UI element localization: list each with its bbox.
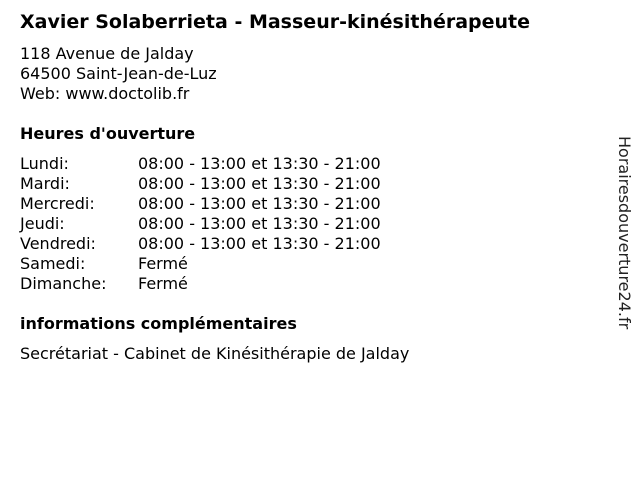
hours-day: Samedi:: [20, 254, 86, 273]
address-block: [20, 44, 217, 104]
hours-row-thursday: [20, 214, 381, 234]
info-text: Secrétariat - Cabinet de Kinésithérapie de Jalday: [20, 344, 410, 363]
hours-time: 08:00 - 13:00 et 13:30 - 21:00: [138, 234, 381, 253]
hours-time: 08:00 - 13:00 et 13:30 - 21:00: [138, 194, 381, 213]
hours-row-wednesday: [20, 194, 381, 214]
hours-day: Mardi:: [20, 174, 70, 193]
hours-time: Fermé: [138, 274, 188, 293]
hours-row-monday: [20, 154, 381, 174]
address-street: 118 Avenue de Jalday: [20, 44, 194, 63]
hours-row-sunday: [20, 274, 381, 294]
address-web: Web: www.doctolib.fr: [20, 84, 190, 103]
hours-time: 08:00 - 13:00 et 13:30 - 21:00: [138, 214, 381, 233]
address-city: 64500 Saint-Jean-de-Luz: [20, 64, 217, 83]
hours-row-saturday: [20, 254, 381, 274]
hours-day: Mercredi:: [20, 194, 95, 213]
hours-day: Jeudi:: [20, 214, 65, 233]
site-watermark: Horairesdouverture24.fr: [615, 136, 634, 330]
hours-time: 08:00 - 13:00 et 13:30 - 21:00: [138, 174, 381, 193]
info-heading: informations complémentaires: [20, 314, 297, 333]
hours-row-friday: [20, 234, 381, 254]
hours-time: Fermé: [138, 254, 188, 273]
hours-table: [20, 154, 381, 294]
hours-time: 08:00 - 13:00 et 13:30 - 21:00: [138, 154, 381, 173]
hours-day: Dimanche:: [20, 274, 107, 293]
hours-heading: Heures d'ouverture: [20, 124, 196, 143]
page-title: Xavier Solaberrieta - Masseur-kinésithérapeute: [20, 11, 531, 33]
hours-day: Lundi:: [20, 154, 69, 173]
hours-day: Vendredi:: [20, 234, 96, 253]
hours-row-tuesday: [20, 174, 381, 194]
